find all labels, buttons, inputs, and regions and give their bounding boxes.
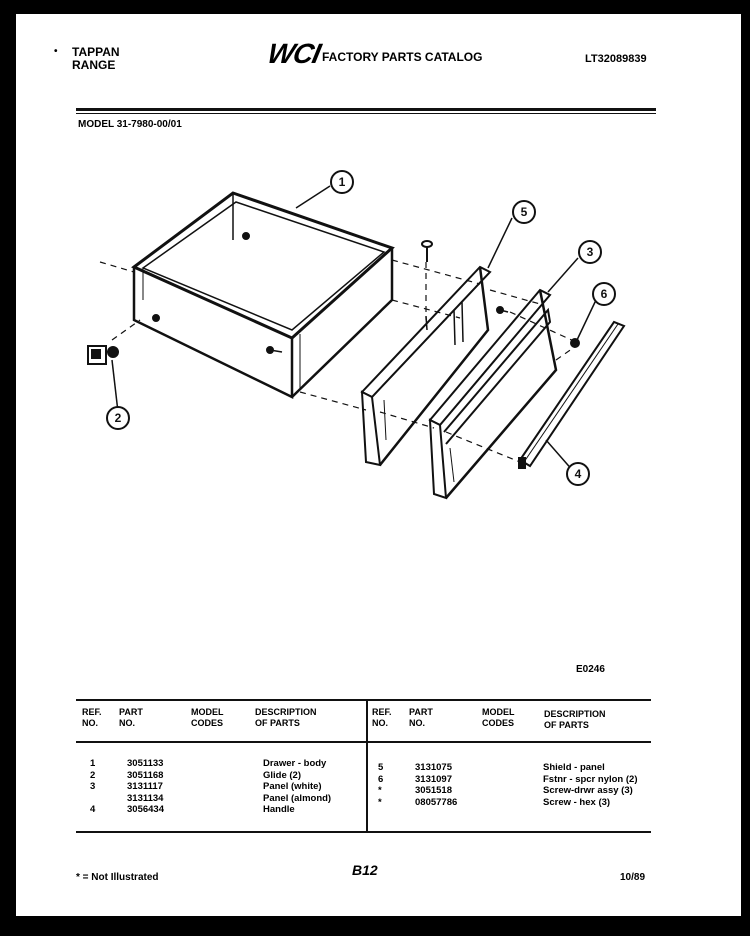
table-row: * 08057786 Screw - hex (3) bbox=[378, 796, 611, 808]
parts-list-left bbox=[82, 758, 362, 816]
table-header-rule bbox=[76, 741, 651, 743]
table-row: 6 3131097 Fstnr - spcr nylon (2) bbox=[378, 773, 638, 785]
callout-4: 4 bbox=[574, 467, 582, 481]
not-illustrated-note: * = Not Illustrated bbox=[76, 872, 159, 883]
model-number: MODEL 31-7980-00/01 bbox=[78, 119, 182, 130]
bullet-mark: • bbox=[54, 46, 58, 57]
table-row: 2 3051168 Glide (2) bbox=[90, 769, 302, 781]
callout-3: 3 bbox=[586, 245, 594, 259]
glide bbox=[88, 346, 118, 364]
header-model: MODEL CODES bbox=[191, 707, 224, 728]
drawer-front-panel bbox=[430, 290, 556, 498]
callout-5: 5 bbox=[520, 205, 528, 219]
drawer-body bbox=[134, 193, 392, 397]
header-part-right: PART NO. bbox=[409, 707, 433, 728]
table-row: 3131134 Panel (almond) bbox=[127, 792, 332, 804]
table-bottom-rule bbox=[76, 831, 651, 833]
document-code: LT32089839 bbox=[585, 53, 647, 65]
brand-line-2: RANGE bbox=[72, 58, 116, 72]
header-ref: REF. NO. bbox=[82, 707, 102, 728]
parts-list-right bbox=[372, 762, 652, 808]
callout-1: 1 bbox=[338, 175, 346, 189]
callout-2: 2 bbox=[114, 411, 122, 425]
header-model-right: MODEL CODES bbox=[482, 707, 515, 728]
header-desc: DESCRIPTION OF PARTS bbox=[255, 707, 317, 728]
table-row: 1 3051133 Drawer - body bbox=[90, 758, 327, 769]
table-row: * 3051518 Screw-drwr assy (3) bbox=[378, 785, 633, 796]
table-row: 5 3131075 Shield - panel bbox=[378, 762, 605, 773]
catalog-title: FACTORY PARTS CATALOG bbox=[322, 50, 483, 64]
wci-logo: WCI bbox=[264, 38, 323, 69]
header-desc-right: DESCRIPTION OF PARTS bbox=[544, 709, 606, 730]
page-number: B12 bbox=[352, 862, 378, 878]
table-divider bbox=[366, 701, 368, 831]
revision-date: 10/89 bbox=[620, 872, 646, 883]
table-row: 3 3131117 Panel (white) bbox=[90, 781, 322, 792]
callout-6: 6 bbox=[600, 287, 608, 301]
table-row: 4 3056434 Handle bbox=[90, 804, 295, 815]
header-ref-right: REF. NO. bbox=[372, 707, 392, 728]
table-top-rule bbox=[76, 699, 651, 701]
brand-line-1: TAPPAN bbox=[72, 45, 120, 59]
header-part: PART NO. bbox=[119, 707, 143, 728]
figure-code: E0246 bbox=[576, 664, 605, 675]
